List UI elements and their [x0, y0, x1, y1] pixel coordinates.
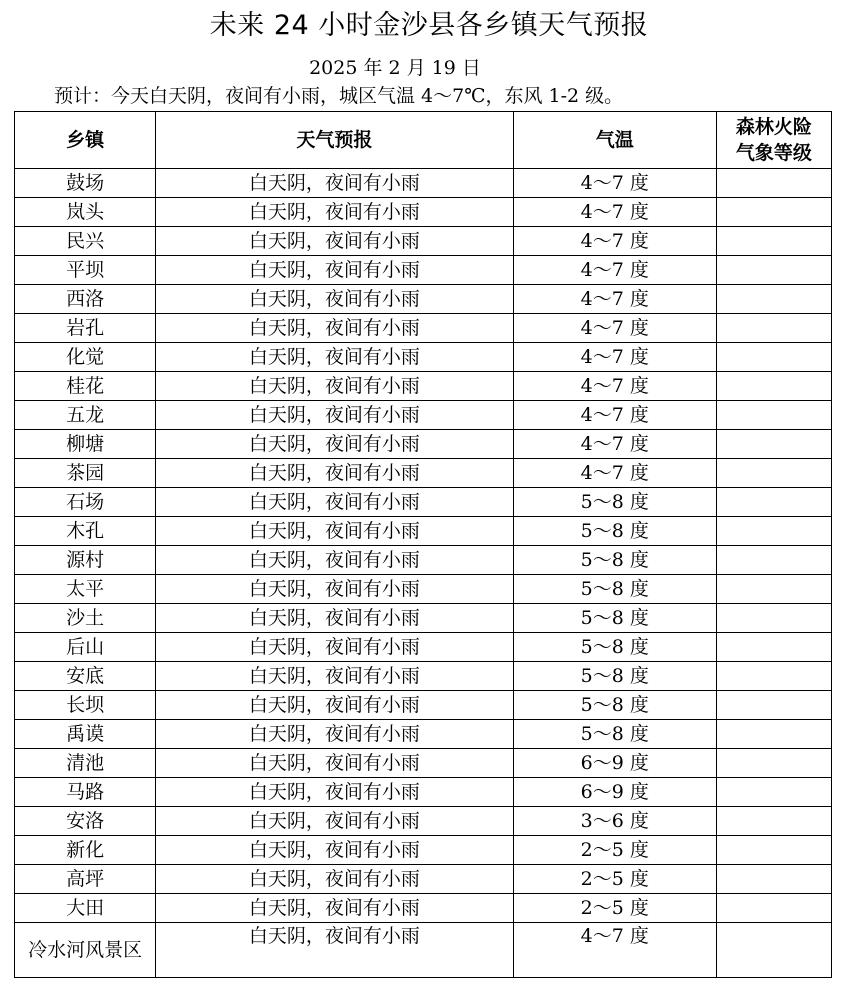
town-cell: 新化	[15, 836, 156, 865]
temperature-cell: 5～8 度	[513, 517, 716, 546]
temperature-cell: 4～7 度	[513, 343, 716, 372]
table-row	[15, 488, 832, 517]
temperature-cell: 5～8 度	[513, 488, 716, 517]
weather-cell: 白天阴，夜间有小雨	[156, 314, 513, 343]
temperature-cell: 4～7 度	[513, 198, 716, 227]
fire-risk-cell	[716, 285, 831, 314]
temperature-cell: 2～5 度	[513, 894, 716, 923]
weather-cell: 白天阴，夜间有小雨	[156, 575, 513, 604]
fire-risk-cell	[716, 198, 831, 227]
town-cell: 清池	[15, 749, 156, 778]
table-body	[15, 169, 832, 978]
town-cell: 桂花	[15, 372, 156, 401]
fire-risk-cell	[716, 633, 831, 662]
table-row	[15, 285, 832, 314]
town-cell: 高坪	[15, 865, 156, 894]
fire-risk-cell	[716, 691, 831, 720]
weather-cell: 白天阴，夜间有小雨	[156, 285, 513, 314]
town-cell: 柳塘	[15, 430, 156, 459]
town-cell: 平坝	[15, 256, 156, 285]
header-fire-risk-line1: 森林火险	[735, 116, 812, 138]
table-row	[15, 633, 832, 662]
weather-cell: 白天阴，夜间有小雨	[156, 401, 513, 430]
table-row	[15, 662, 832, 691]
weather-cell: 白天阴，夜间有小雨	[156, 662, 513, 691]
fire-risk-cell	[716, 401, 831, 430]
forecast-table	[14, 111, 832, 978]
weather-cell: 白天阴，夜间有小雨	[156, 198, 513, 227]
temperature-cell: 3～6 度	[513, 807, 716, 836]
fire-risk-cell	[716, 662, 831, 691]
temperature-cell: 4～7 度	[513, 459, 716, 488]
town-cell: 民兴	[15, 227, 156, 256]
weather-cell: 白天阴，夜间有小雨	[156, 517, 513, 546]
town-cell: 禹谟	[15, 720, 156, 749]
temperature-cell: 5～8 度	[513, 604, 716, 633]
weather-cell: 白天阴，夜间有小雨	[156, 865, 513, 894]
table-row	[15, 314, 832, 343]
town-cell: 岚头	[15, 198, 156, 227]
weather-cell: 白天阴，夜间有小雨	[156, 720, 513, 749]
town-cell: 化觉	[15, 343, 156, 372]
fire-risk-cell	[716, 749, 831, 778]
town-cell: 冷水河风景区	[15, 923, 156, 978]
fire-risk-cell	[716, 169, 831, 198]
fire-risk-cell	[716, 720, 831, 749]
fire-risk-cell	[716, 778, 831, 807]
report-date: 2025 年 2 月 19 日	[309, 57, 481, 79]
table-row	[15, 546, 832, 575]
town-cell: 茶园	[15, 459, 156, 488]
temperature-cell: 2～5 度	[513, 836, 716, 865]
temperature-cell: 5～8 度	[513, 633, 716, 662]
table-row	[15, 923, 832, 978]
town-cell: 后山	[15, 633, 156, 662]
temperature-cell: 4～7 度	[513, 401, 716, 430]
fire-risk-cell	[716, 343, 831, 372]
table-row	[15, 720, 832, 749]
town-cell: 五龙	[15, 401, 156, 430]
weather-cell: 白天阴，夜间有小雨	[156, 169, 513, 198]
temperature-cell: 4～7 度	[513, 285, 716, 314]
table-row	[15, 865, 832, 894]
fire-risk-cell	[716, 575, 831, 604]
fire-risk-cell	[716, 546, 831, 575]
temperature-cell: 5～8 度	[513, 575, 716, 604]
weather-cell: 白天阴，夜间有小雨	[156, 633, 513, 662]
fire-risk-cell	[716, 372, 831, 401]
weather-cell: 白天阴，夜间有小雨	[156, 343, 513, 372]
temperature-cell: 4～7 度	[513, 923, 716, 978]
table-row	[15, 778, 832, 807]
town-cell: 安底	[15, 662, 156, 691]
fire-risk-cell	[716, 430, 831, 459]
town-cell: 鼓场	[15, 169, 156, 198]
fire-risk-cell	[716, 807, 831, 836]
town-cell: 西洛	[15, 285, 156, 314]
temperature-cell: 4～7 度	[513, 314, 716, 343]
weather-cell: 白天阴，夜间有小雨	[156, 227, 513, 256]
forecast-summary: 预计：今天白天阴，夜间有小雨，城区气温 4～7℃，东风 1-2 级。	[54, 85, 624, 107]
town-cell: 大田	[15, 894, 156, 923]
fire-risk-cell	[716, 836, 831, 865]
town-cell: 源村	[15, 546, 156, 575]
town-cell: 木孔	[15, 517, 156, 546]
table-row	[15, 604, 832, 633]
header-temperature: 气温	[513, 112, 716, 169]
town-cell: 沙土	[15, 604, 156, 633]
weather-cell: 白天阴，夜间有小雨	[156, 691, 513, 720]
table-row	[15, 691, 832, 720]
weather-cell: 白天阴，夜间有小雨	[156, 459, 513, 488]
temperature-cell: 4～7 度	[513, 169, 716, 198]
table-row	[15, 227, 832, 256]
temperature-cell: 4～7 度	[513, 430, 716, 459]
weather-cell: 白天阴，夜间有小雨	[156, 749, 513, 778]
weather-cell: 白天阴，夜间有小雨	[156, 836, 513, 865]
table-row	[15, 401, 832, 430]
table-row	[15, 836, 832, 865]
town-cell: 岩孔	[15, 314, 156, 343]
temperature-cell: 6～9 度	[513, 778, 716, 807]
weather-cell: 白天阴，夜间有小雨	[156, 807, 513, 836]
fire-risk-cell	[716, 894, 831, 923]
table-row	[15, 430, 832, 459]
table-row	[15, 256, 832, 285]
fire-risk-cell	[716, 923, 831, 978]
table-row	[15, 894, 832, 923]
town-cell: 太平	[15, 575, 156, 604]
weather-cell: 白天阴，夜间有小雨	[156, 488, 513, 517]
fire-risk-cell	[716, 227, 831, 256]
town-cell: 安洛	[15, 807, 156, 836]
header-fire-risk	[716, 112, 831, 169]
fire-risk-cell	[716, 314, 831, 343]
fire-risk-cell	[716, 488, 831, 517]
temperature-cell: 2～5 度	[513, 865, 716, 894]
header-weather: 天气预报	[156, 112, 513, 169]
weather-cell: 白天阴，夜间有小雨	[156, 430, 513, 459]
weather-cell: 白天阴，夜间有小雨	[156, 546, 513, 575]
weather-cell: 白天阴，夜间有小雨	[156, 372, 513, 401]
fire-risk-cell	[716, 256, 831, 285]
table-row	[15, 169, 832, 198]
temperature-cell: 6～9 度	[513, 749, 716, 778]
temperature-cell: 5～8 度	[513, 546, 716, 575]
table-row	[15, 575, 832, 604]
town-cell: 石场	[15, 488, 156, 517]
temperature-cell: 5～8 度	[513, 691, 716, 720]
table-row	[15, 459, 832, 488]
weather-cell: 白天阴，夜间有小雨	[156, 604, 513, 633]
weather-cell: 白天阴，夜间有小雨	[156, 778, 513, 807]
fire-risk-cell	[716, 604, 831, 633]
town-cell: 长坝	[15, 691, 156, 720]
header-town: 乡镇	[15, 112, 156, 169]
table-row	[15, 343, 832, 372]
temperature-cell: 5～8 度	[513, 662, 716, 691]
temperature-cell: 4～7 度	[513, 372, 716, 401]
temperature-cell: 5～8 度	[513, 720, 716, 749]
table-row	[15, 198, 832, 227]
weather-cell: 白天阴，夜间有小雨	[156, 256, 513, 285]
fire-risk-cell	[716, 517, 831, 546]
fire-risk-cell	[716, 459, 831, 488]
weather-cell: 白天阴，夜间有小雨	[156, 923, 513, 978]
temperature-cell: 4～7 度	[513, 256, 716, 285]
table-row	[15, 749, 832, 778]
table-row	[15, 372, 832, 401]
table-row	[15, 517, 832, 546]
table-header-row	[15, 112, 832, 169]
table-row	[15, 807, 832, 836]
page-title: 未来 24 小时金沙县各乡镇天气预报	[209, 10, 649, 41]
town-cell: 马路	[15, 778, 156, 807]
temperature-cell: 4～7 度	[513, 227, 716, 256]
fire-risk-cell	[716, 865, 831, 894]
header-fire-risk-line2: 气象等级	[735, 142, 812, 164]
weather-cell: 白天阴，夜间有小雨	[156, 894, 513, 923]
